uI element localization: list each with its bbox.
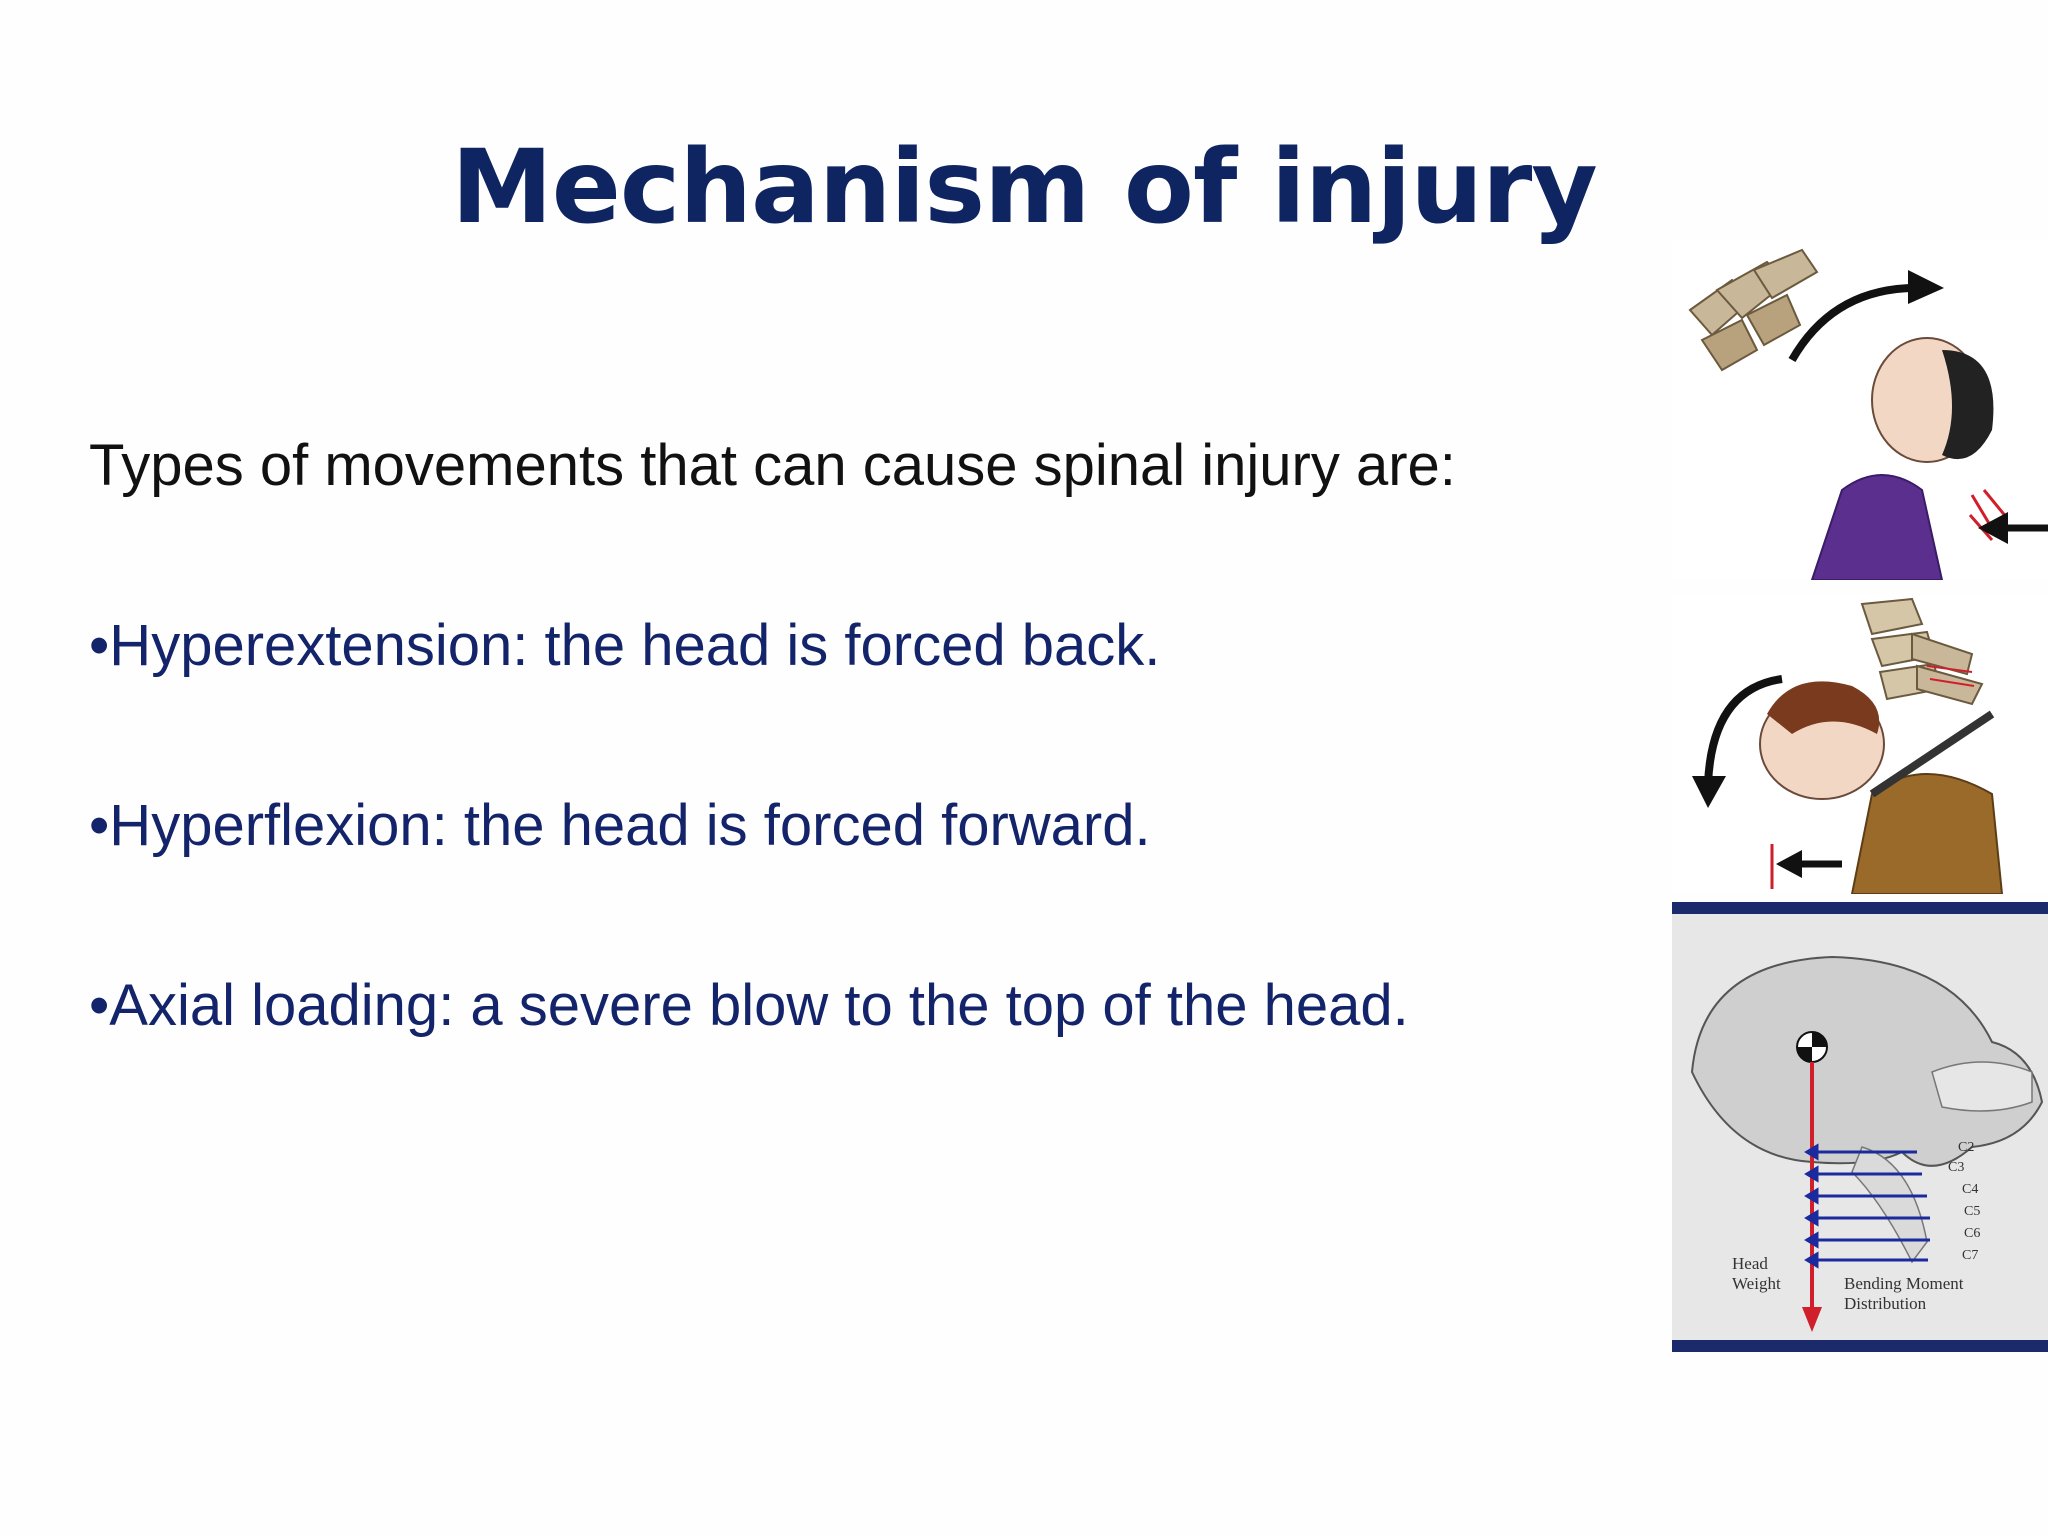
intro-text: Types of movements that can cause spinal injury are: [89,433,1456,498]
hyperflexion-illustration [1672,594,2048,894]
bending-moment-label: Bending Moment Distribution [1844,1274,1964,1313]
bullet-hyperextension: •Hyperextension: the head is forced back. [89,613,1161,678]
vertebra-label-c3: C3 [1948,1160,1965,1175]
bullet-hyperflexion: •Hyperflexion: the head is forced forward. [89,793,1151,858]
head-weight-label: Head Weight [1732,1254,1781,1293]
shirt-shape [1812,475,1942,580]
vertebra-label-c7: C7 [1962,1248,1979,1263]
skull-shape [1692,957,2042,1166]
slide-title: Mechanism of injury [451,128,1597,247]
vertebra-label-c5: C5 [1964,1204,1981,1219]
bullet-axial-loading: •Axial loading: a severe blow to the top of the head. [89,973,1409,1038]
vertebra-label-c6: C6 [1964,1226,1981,1241]
vertebra-label-c2: C2 [1958,1140,1975,1155]
hyperextension-illustration [1672,240,2048,580]
axial-loading-diagram [1672,902,2048,1352]
vertebra-label-c4: C4 [1962,1182,1979,1197]
spine-illustration [1862,599,1982,704]
